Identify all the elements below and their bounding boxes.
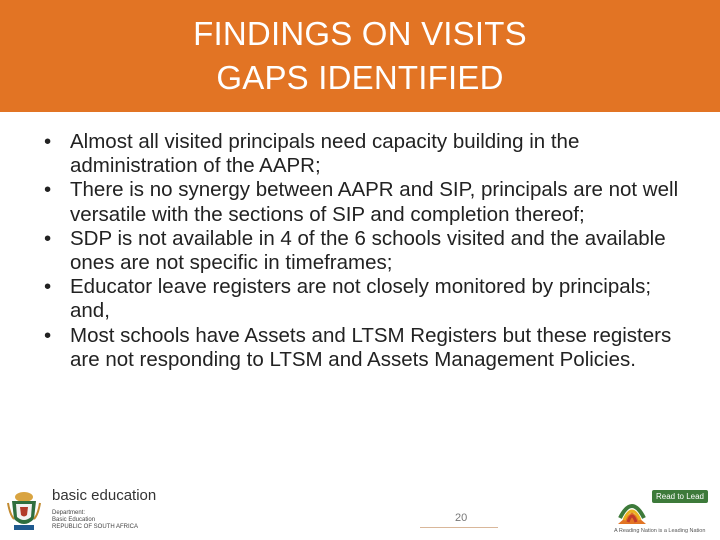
coat-of-arms-icon <box>6 489 42 533</box>
logo-country: REPUBLIC OF SOUTH AFRICA <box>52 524 139 530</box>
logo-department-name: Basic Education <box>52 517 96 523</box>
book-icon <box>614 488 650 526</box>
logo-wordmark: basic education <box>52 487 157 504</box>
page-number: 20 <box>455 512 468 524</box>
read-to-lead-logo <box>614 488 718 538</box>
page-number-rule <box>420 527 498 528</box>
bullet-item: • SDP is not available in 4 of the 6 schools visited and the available ones are not specific in timeframes; <box>44 227 684 275</box>
bullet-item: • Almost all visited principals need capacity building in the administration of the AAPR; <box>44 130 684 178</box>
bullet-item: • Educator leave registers are not closely monitored by principals; and, <box>44 275 684 323</box>
title-band <box>0 0 720 112</box>
read-to-lead-tagline: A Reading Nation is a Leading Nation <box>614 528 706 534</box>
read-to-lead-badge: Read to Lead <box>652 490 708 503</box>
slide-title-line-1: FINDINGS ON VISITS <box>193 15 527 52</box>
bullet-item: • There is no synergy between AAPR and SIP, principals are not well versatile with the sections of SIP and completion thereof; <box>44 178 684 226</box>
basic-education-logo <box>6 485 196 537</box>
bullet-item: • Most schools have Assets and LTSM Registers but these registers are not responding to LTSM and Assets Management Policies. <box>44 324 684 372</box>
bullet-list <box>44 130 684 372</box>
slide-title-line-2: GAPS IDENTIFIED <box>216 59 504 96</box>
logo-department-label: Department: <box>52 510 86 516</box>
